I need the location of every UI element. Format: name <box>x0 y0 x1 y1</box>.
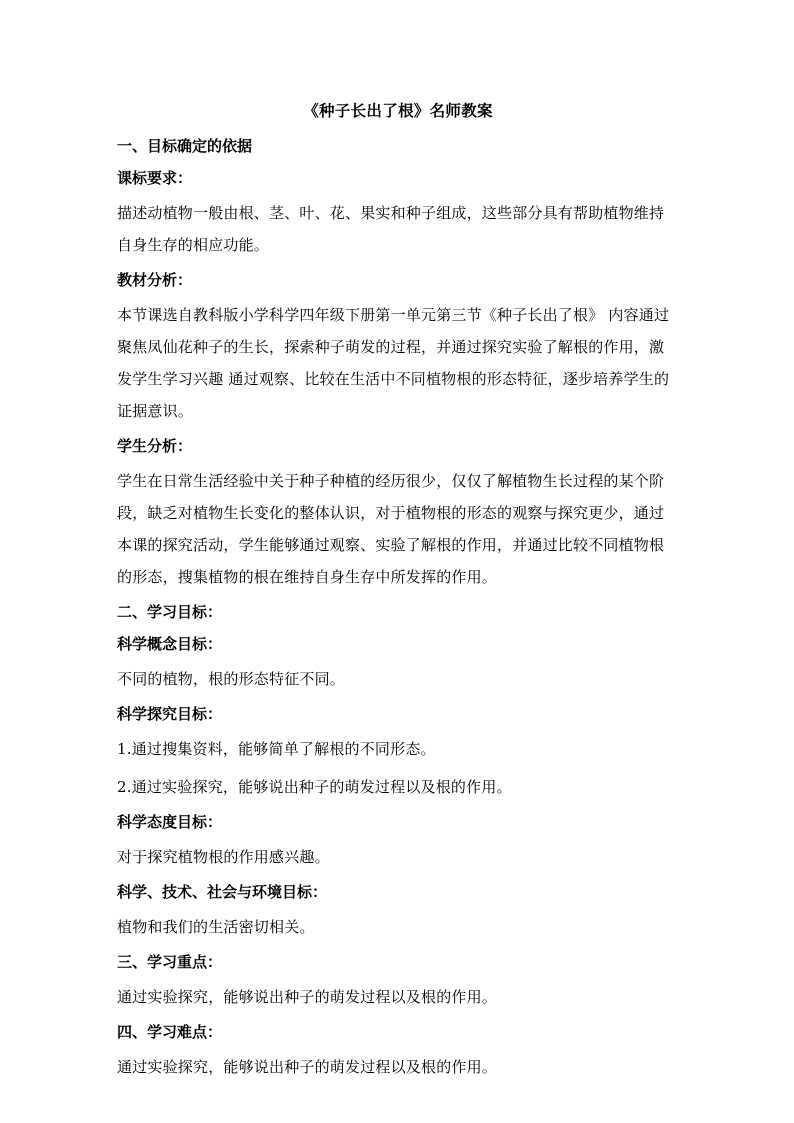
section-heading-difficulty: 四、学习难点： <box>117 1023 223 1041</box>
document-content <box>117 98 679 1086</box>
paragraph-curriculum: 描述动植物一般由根、茎、叶、花、果实和种子组成，这些部分具有帮助植物维持自身生存的相应功能。 <box>117 204 665 254</box>
subheading-curriculum: 课标要求： <box>117 169 193 187</box>
document-title: 《种子长出了根》名师教案 <box>303 101 493 120</box>
paragraph-stse-goal: 植物和我们的生活密切相关。 <box>117 918 315 936</box>
paragraph-concept-goal: 不同的植物，根的形态特征不同。 <box>117 670 346 688</box>
subheading-attitude-goal: 科学态度目标： <box>117 813 223 831</box>
paragraph-attitude-goal: 对于探究植物根的作用感兴趣。 <box>117 848 330 866</box>
subheading-inquiry-goal: 科学探究目标： <box>117 705 223 723</box>
subheading-textbook: 教材分析： <box>117 271 193 289</box>
section-heading-basis: 一、目标确定的依据 <box>117 137 253 155</box>
subheading-students: 学生分析： <box>117 437 193 455</box>
paragraph-difficulty: 通过实验探究，能够说出种子的萌发过程以及根的作用。 <box>117 1058 498 1076</box>
section-heading-goals: 二、学习目标： <box>117 603 223 621</box>
paragraph-students: 学生在日常生活经验中关于种子种植的经历很少，仅仅了解植物生长过程的某个阶段，缺乏对植物生长变化的整体认识，对于植物根的形态的观察与探究更少，通过本课的探究活动，学生能够通过观察、实验了解根的作用，并通过比较不同植物根的形态，搜集植物的根在维持自身生存中所发挥的作用。 <box>117 472 665 586</box>
subheading-stse-goal: 科学、技术、社会与环境目标： <box>117 883 328 901</box>
paragraph-inquiry-goal-2: 2.通过实验探究，能够说出种子的萌发过程以及根的作用。 <box>117 778 512 796</box>
section-heading-focus: 三、学习重点： <box>117 953 223 971</box>
subheading-concept-goal: 科学概念目标： <box>117 635 223 653</box>
paragraph-inquiry-goal-1: 1.通过搜集资料，能够简单了解根的不同形态。 <box>117 740 436 758</box>
paragraph-focus: 通过实验探究，能够说出种子的萌发过程以及根的作用。 <box>117 988 498 1006</box>
paragraph-textbook: 本节课选自教科版小学科学四年级下册第一单元第三节《种子长出了根》 内容通过聚焦凤仙花种子的生长，探索种子萌发的过程，并通过探究实验了解根的作用，激发学生学习兴趣 通过观察、比较在生活中不同植物根的形态特征，逐步培养学生的证据意识。 <box>117 306 670 420</box>
